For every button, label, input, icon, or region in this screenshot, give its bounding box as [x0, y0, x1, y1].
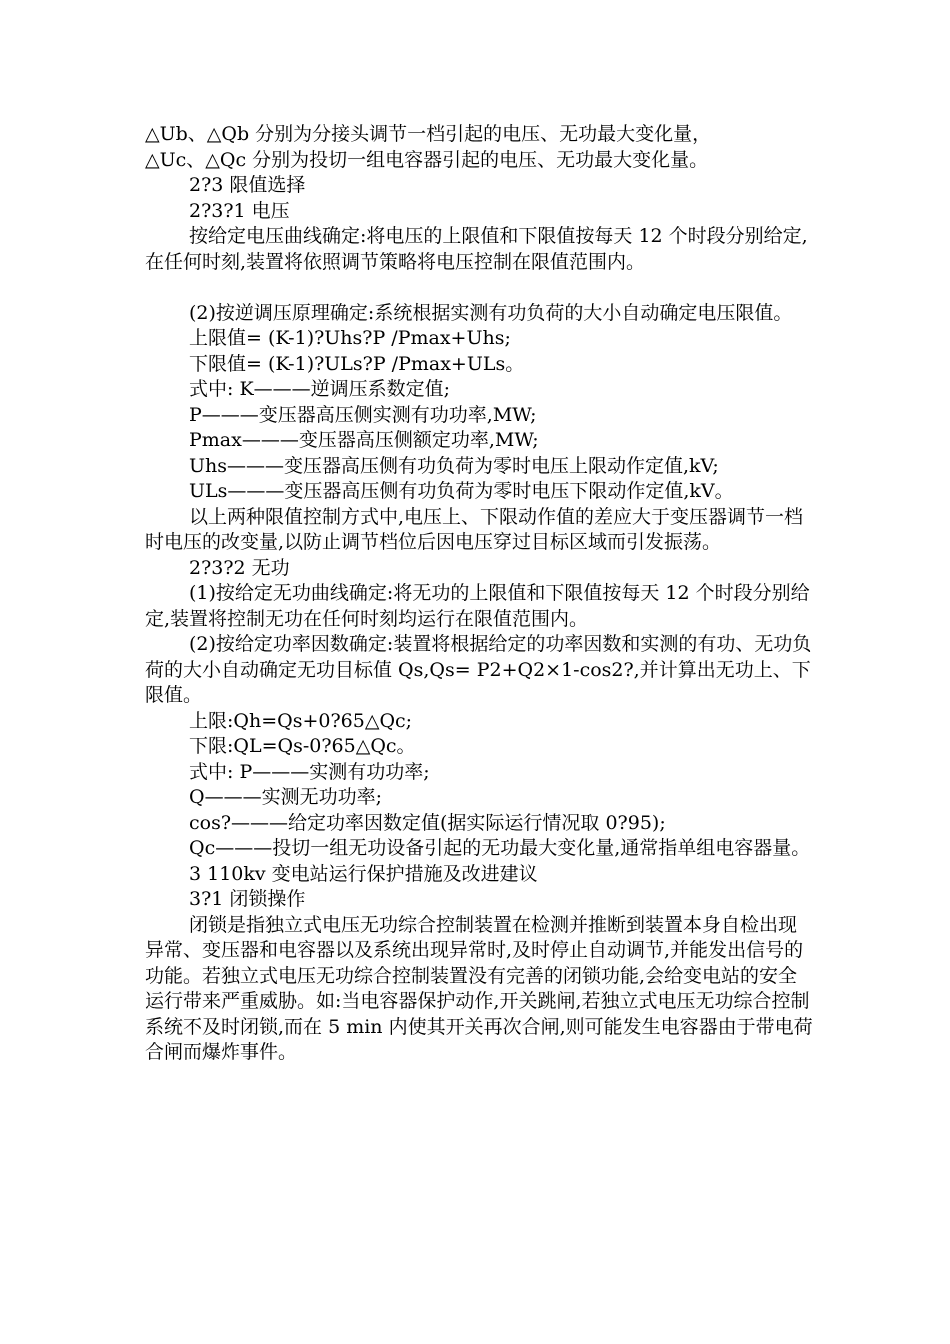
section-heading: 3 110kv 变电站运行保护措施及改进建议 [189, 862, 538, 885]
paragraph: (1)按给定无功曲线确定:将无功的上限值和下限值按每天 12 个时段分别给定,装置将控制无功在任何时刻均运行在限值范围内。 [145, 582, 810, 630]
paragraph: 以上两种限值控制方式中,电压上、下限动作值的差应大于变压器调节一档时电压的改变量,以防止调节档位后因电压穿过目标区域而引发振荡。 [145, 505, 804, 553]
definition-line: 式中: K———逆调压系数定值; [189, 378, 451, 400]
blank-line [145, 275, 815, 301]
paragraph: 按给定电压曲线确定:将电压的上限值和下限值按每天 12 个时段分别给定,在任何时刻,装置将依照调节策略将电压控制在限值范围内。 [145, 225, 808, 273]
definition-line: Qc———投切一组无功设备引起的无功最大变化量,通常指单组电容器量。 [189, 837, 811, 859]
subsection-heading: 3?1 闭锁操作 [189, 888, 306, 910]
definition-line: Q———实测无功功率; [189, 786, 382, 808]
definition-line: 式中: P———实测有功功率; [189, 760, 430, 783]
definition-line: ULs———变压器高压侧有功负荷为零时电压下限动作定值,kV。 [189, 480, 734, 502]
paragraph: (2)按逆调压原理确定:系统根据实测有功负荷的大小自动确定电压限值。 [189, 301, 793, 324]
subsection-heading: 2?3?1 电压 [189, 199, 290, 222]
definition-line: Pmax———变压器高压侧额定功率,MW; [189, 429, 539, 451]
paragraph: △Ub、△Qb 分别为分接头调节一档引起的电压、无功最大变化量， [145, 123, 712, 145]
paragraph: 闭锁是指独立式电压无功综合控制装置在检测并推断到装置本身自检出现异常、变压器和电容器以及系统出现异常时,及时停止自动调节,并能发出信号的功能。若独立式电压无功综合控制装置没有完善的闭锁功能,会给变电站的安全运行带来严重威胁。如:当电容器保护动作,开关跳闸,若独立式电压无功综合控制系统不及时闭锁,而在 5 min 内使其开关再次合闸,则可能发生电容器由于带电荷合闸而爆炸事件。 [145, 913, 813, 1063]
paragraph: (2)按给定功率因数确定:装置将根据给定的功率因数和实测的有功、无功负荷的大小自动确定无功目标值 Qs,Qs= P2+Q2×1-cos2?,并计算出无功上、下限值。 [145, 633, 812, 706]
formula-line: 下限值= (K-1)?ULs?P /Pmax+ULs。 [189, 352, 525, 375]
definition-line: cos?———给定功率因数定值(据实际运行情况取 0?95); [189, 811, 666, 834]
formula-line: 上限值= (K-1)?Uhs?P /Pmax+Uhs; [189, 327, 511, 349]
section-heading: 2?3 限值选择 [189, 174, 306, 196]
formula-line: 下限:QL=Qs-0?65△Qc。 [189, 735, 416, 757]
definition-line: P———变压器高压侧实测有功功率,MW; [189, 403, 537, 426]
document-body [145, 122, 815, 1066]
definition-line: Uhs———变压器高压侧有功负荷为零时电压上限动作定值,kV; [189, 454, 719, 477]
paragraph: △Uc、△Qc 分别为投切一组电容器引起的电压、无功最大变化量。 [145, 148, 709, 171]
formula-line: 上限:Qh=Qs+0?65△Qc; [189, 709, 413, 732]
subsection-heading: 2?3?2 无功 [189, 556, 290, 579]
